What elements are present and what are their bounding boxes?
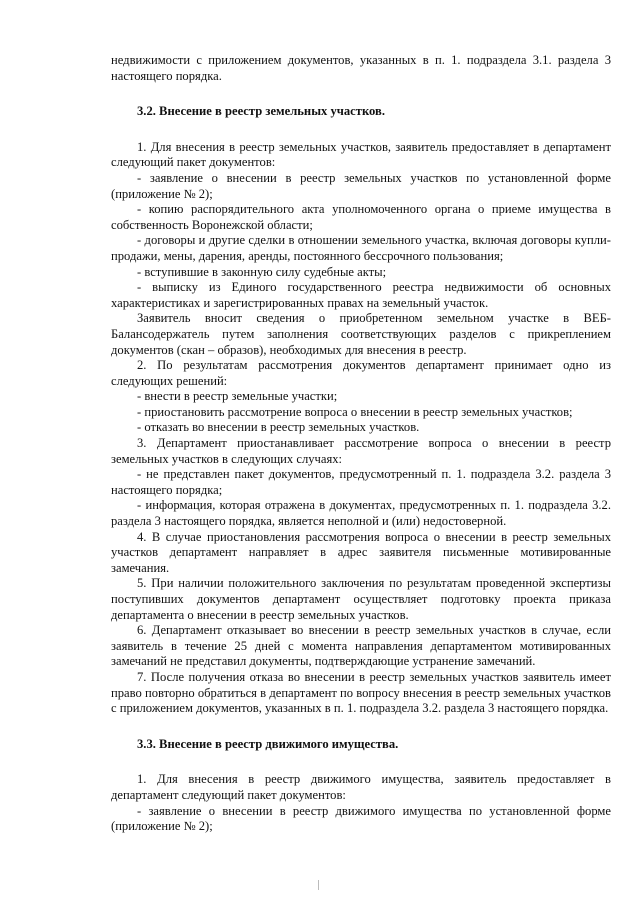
document-page xyxy=(111,53,611,835)
list-item: - договоры и другие сделки в отношении земельного участка, включая договоры купли-продажи, мены, дарения, аренды, постоянного бессрочного пользования; xyxy=(111,233,611,263)
list-item: - внести в реестр земельные участки; xyxy=(137,389,338,404)
list-item: - выписку из Единого государственного реестра недвижимости об основных характеристиках и зарегистрированных правах на земельный участок. xyxy=(111,280,611,310)
paragraph: Заявитель вносит сведения о приобретенном земельном участке в ВЕБ-Балансодержатель путем заполнения соответствующих разделов с прикреплением документов (скан – образов), необходимых для внесения в реестр. xyxy=(111,311,611,357)
paragraph: 3. Департамент приостанавливает рассмотрение вопроса о внесении в реестр земельных участков в следующих случаях: xyxy=(111,436,611,466)
list-item: - заявление о внесении в реестр движимого имущества по установленной форме (приложение № 2); xyxy=(111,803,611,834)
paragraph: 1. Для внесения в реестр земельных участков, заявитель предоставляет в департамент следующий пакет документов: xyxy=(111,139,611,170)
paragraph: 5. При наличии положительного заключения по результатам проведенной экспертизы поступивших документов департамент осуществляет подготовку проекта приказа департамента о внесении в реестр земельных участков. xyxy=(111,576,611,622)
list-item: - копию распорядительного акта уполномоченного органа о приеме имущества в собственность Воронежской области; xyxy=(111,202,611,232)
list-item: - информация, которая отражена в документах, предусмотренных п. 1. подраздела 3.2. раздела 3 настоящего порядка, является неполной и (или) недостоверной. xyxy=(111,498,611,529)
page-edge-mark xyxy=(318,880,319,890)
section-3-2-heading: 3.2. Внесение в реестр земельных участков. xyxy=(137,104,385,119)
continuation-paragraph: недвижимости с приложением документов, указанных в п. 1. подраздела 3.1. раздела 3 настоящего порядка. xyxy=(111,53,611,83)
paragraph: 1. Для внесения в реестр движимого имущества, заявитель предоставляет в департамент следующий пакет документов: xyxy=(111,772,611,802)
section-3-3-heading: 3.3. Внесение в реестр движимого имущества. xyxy=(137,736,399,751)
list-item: - вступившие в законную силу судебные акты; xyxy=(137,264,387,279)
paragraph: 4. В случае приостановления рассмотрения вопроса о внесении в реестр земельных участков департамент направляет в адрес заявителя письменные мотивированные замечания. xyxy=(111,529,611,575)
paragraph: 7. После получения отказа во внесении в реестр земельных участков заявитель имеет право повторно обратиться в департамент по вопросу внесения в реестр земельных участков с приложением документов, указанных в п. 1. подраздела 3.2. раздела 3 настоящего порядка. xyxy=(111,669,611,716)
list-item: - не представлен пакет документов, предусмотренный п. 1. подраздела 3.2. раздела 3 настоящего порядка; xyxy=(111,467,611,497)
paragraph: 6. Департамент отказывает во внесении в реестр земельных участков в случае, если заявитель в течение 25 дней с момента направления департаментом мотивированных замечаний не представил документы, подтверждающие устранение замечаний. xyxy=(111,623,611,669)
list-item: - заявление о внесении в реестр земельных участков по установленной форме (приложение № 2); xyxy=(111,170,611,201)
list-item: - отказать во внесении в реестр земельных участков. xyxy=(137,420,420,435)
list-item: - приостановить рассмотрение вопроса о внесении в реестр земельных участков; xyxy=(137,404,573,419)
paragraph: 2. По результатам рассмотрения документов департамент принимает одно из следующих решений: xyxy=(111,358,611,388)
